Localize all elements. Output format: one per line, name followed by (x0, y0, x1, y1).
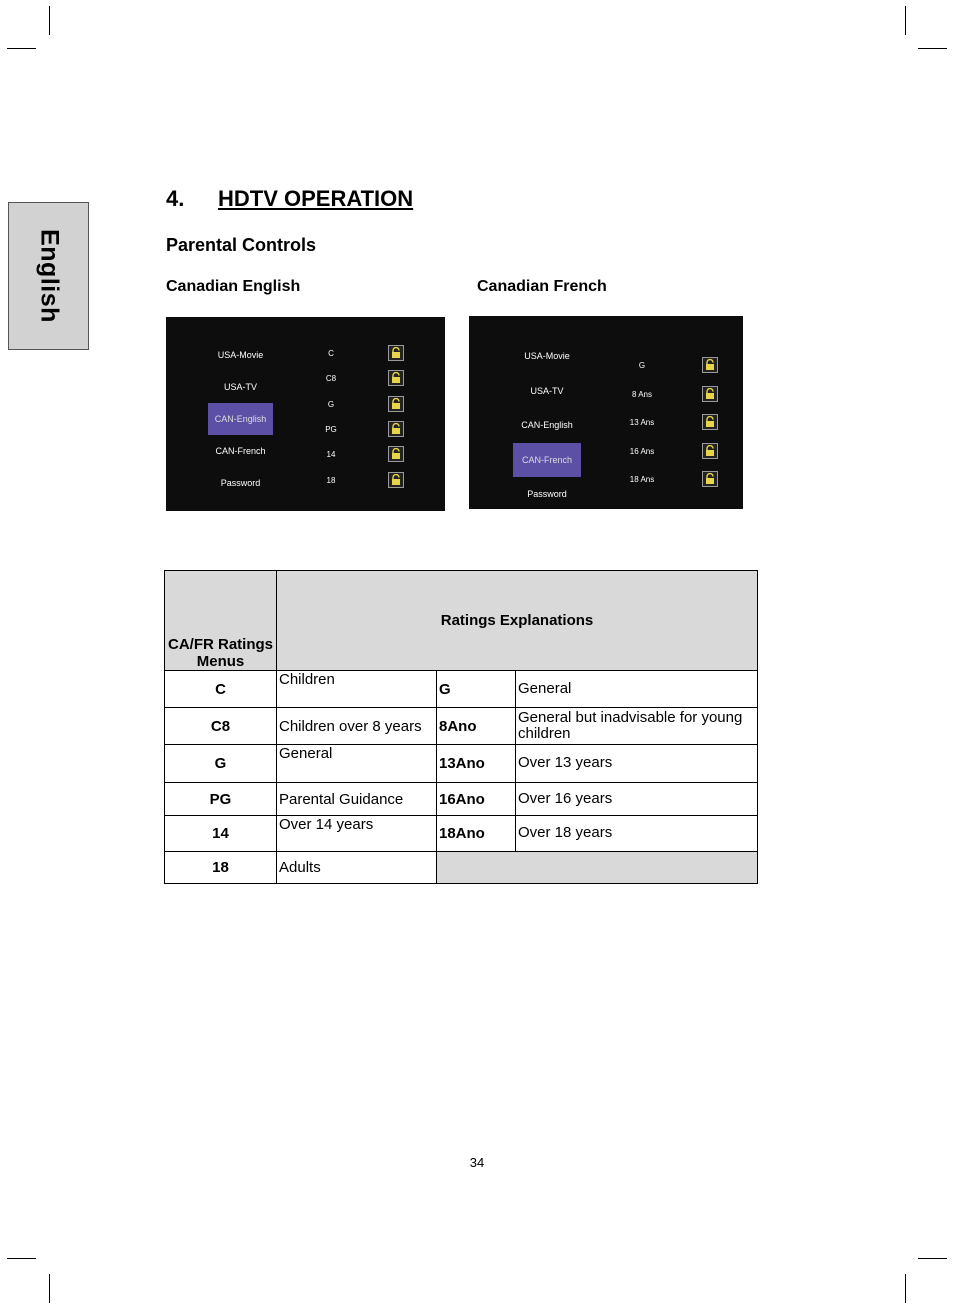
table-row (165, 708, 758, 745)
page-number: 34 (469, 1155, 485, 1170)
crop-mark (7, 1258, 36, 1259)
unlock-icon[interactable] (388, 370, 404, 386)
osd-menu-label: USA-Movie (524, 351, 570, 361)
osd-menu-item[interactable] (513, 408, 581, 442)
french-rating-code: G (437, 671, 516, 708)
french-rating-meaning: Over 18 years (516, 816, 758, 852)
osd-menu-item[interactable] (513, 374, 581, 408)
crop-mark (905, 6, 906, 35)
header-ratings-explanations: Ratings Explanations (277, 571, 758, 671)
osd-menu-label: CAN-French (521, 454, 572, 465)
osd-menu-item[interactable] (208, 435, 273, 467)
french-rating-code: 18Ano (437, 816, 516, 852)
osd-screen-canadian-english (166, 317, 445, 511)
osd-menu-item[interactable] (208, 467, 273, 499)
osd-menu-label: USA-TV (223, 382, 257, 392)
chapter-title: HDTV OPERATION (218, 186, 414, 211)
osd-menu-label: Password (527, 489, 567, 499)
table-row (165, 852, 758, 884)
unlock-icon[interactable] (388, 472, 404, 488)
chapter-heading (166, 186, 413, 212)
osd-menu-item[interactable] (513, 477, 581, 509)
osd-menu-label: CAN-English (214, 414, 267, 424)
unlock-icon[interactable] (702, 414, 718, 430)
osd-rating-label: C (328, 349, 334, 358)
osd-rating-label: 16 Ans (629, 446, 655, 456)
language-tab-label: English (35, 229, 63, 323)
french-rating-meaning: Over 13 years (516, 745, 758, 783)
osd-rating-label: 18 (326, 475, 336, 485)
osd-menu-label: CAN-French (215, 446, 266, 456)
header-ratings-menus: CA/FR Ratings Menus (165, 571, 277, 671)
rating-code: C8 (165, 708, 277, 745)
language-tab (8, 202, 89, 350)
osd-rating-label: 14 (326, 450, 336, 460)
empty-cell (437, 852, 758, 884)
french-rating-code: 8Ano (437, 708, 516, 745)
osd-menu-item[interactable] (208, 403, 273, 435)
osd-menu-label: CAN-English (521, 420, 573, 430)
osd-menu-item[interactable] (208, 339, 273, 371)
french-rating-code: 13Ano (437, 745, 516, 783)
crop-mark (918, 1258, 947, 1259)
table-header-row (165, 571, 758, 671)
rating-code: 18 (165, 852, 277, 884)
rating-code: G (165, 745, 277, 783)
osd-screen-canadian-french (469, 316, 743, 509)
crop-mark (49, 1274, 50, 1303)
rating-code: PG (165, 783, 277, 816)
crop-mark (918, 48, 947, 49)
osd-menu-item[interactable] (513, 339, 581, 373)
table-row (165, 816, 758, 852)
unlock-icon[interactable] (388, 345, 404, 361)
osd-rating-label: PG (325, 424, 337, 434)
table-row (165, 783, 758, 816)
french-rating-meaning: General but inadvisable for young children (516, 708, 758, 745)
section-title: Parental Controls (166, 235, 317, 255)
unlock-icon[interactable] (702, 471, 718, 487)
french-rating-meaning: General (516, 671, 758, 708)
unlock-icon[interactable] (702, 357, 718, 373)
french-rating-meaning: Over 16 years (516, 783, 758, 816)
table-row (165, 671, 758, 708)
caption-canadian-english: Canadian English (166, 278, 301, 295)
rating-code: C (165, 671, 277, 708)
rating-meaning: Children over 8 years (277, 708, 437, 745)
osd-menu-label: USA-Movie (217, 350, 264, 360)
osd-rating-label: C8 (325, 374, 337, 384)
osd-rating-label: 18 Ans (629, 475, 655, 485)
unlock-icon[interactable] (388, 446, 404, 462)
rating-meaning: Adults (277, 852, 437, 884)
unlock-icon[interactable] (702, 386, 718, 402)
unlock-icon[interactable] (702, 443, 718, 459)
rating-meaning: General (277, 745, 437, 783)
unlock-icon[interactable] (388, 421, 404, 437)
crop-mark (7, 48, 36, 49)
crop-mark (49, 6, 50, 35)
osd-menu-label: Password (220, 478, 261, 488)
ratings-table (164, 570, 758, 884)
crop-mark (905, 1274, 906, 1303)
rating-code: 14 (165, 816, 277, 852)
osd-rating-label: G (638, 361, 646, 370)
caption-canadian-french: Canadian French (477, 278, 607, 295)
rating-meaning: Over 14 years (277, 816, 437, 852)
rating-meaning: Children (277, 671, 437, 708)
osd-rating-label: 13 Ans (629, 418, 655, 428)
french-rating-code: 16Ano (437, 783, 516, 816)
table-row (165, 745, 758, 783)
chapter-number: 4. (166, 186, 185, 211)
osd-menu-item[interactable] (513, 443, 581, 477)
unlock-icon[interactable] (388, 396, 404, 412)
osd-menu-item[interactable] (208, 371, 273, 403)
rating-meaning: Parental Guidance (277, 783, 437, 816)
osd-rating-label: 8 Ans (631, 389, 652, 399)
osd-rating-label: G (327, 399, 335, 409)
osd-menu-label: USA-TV (530, 385, 564, 396)
